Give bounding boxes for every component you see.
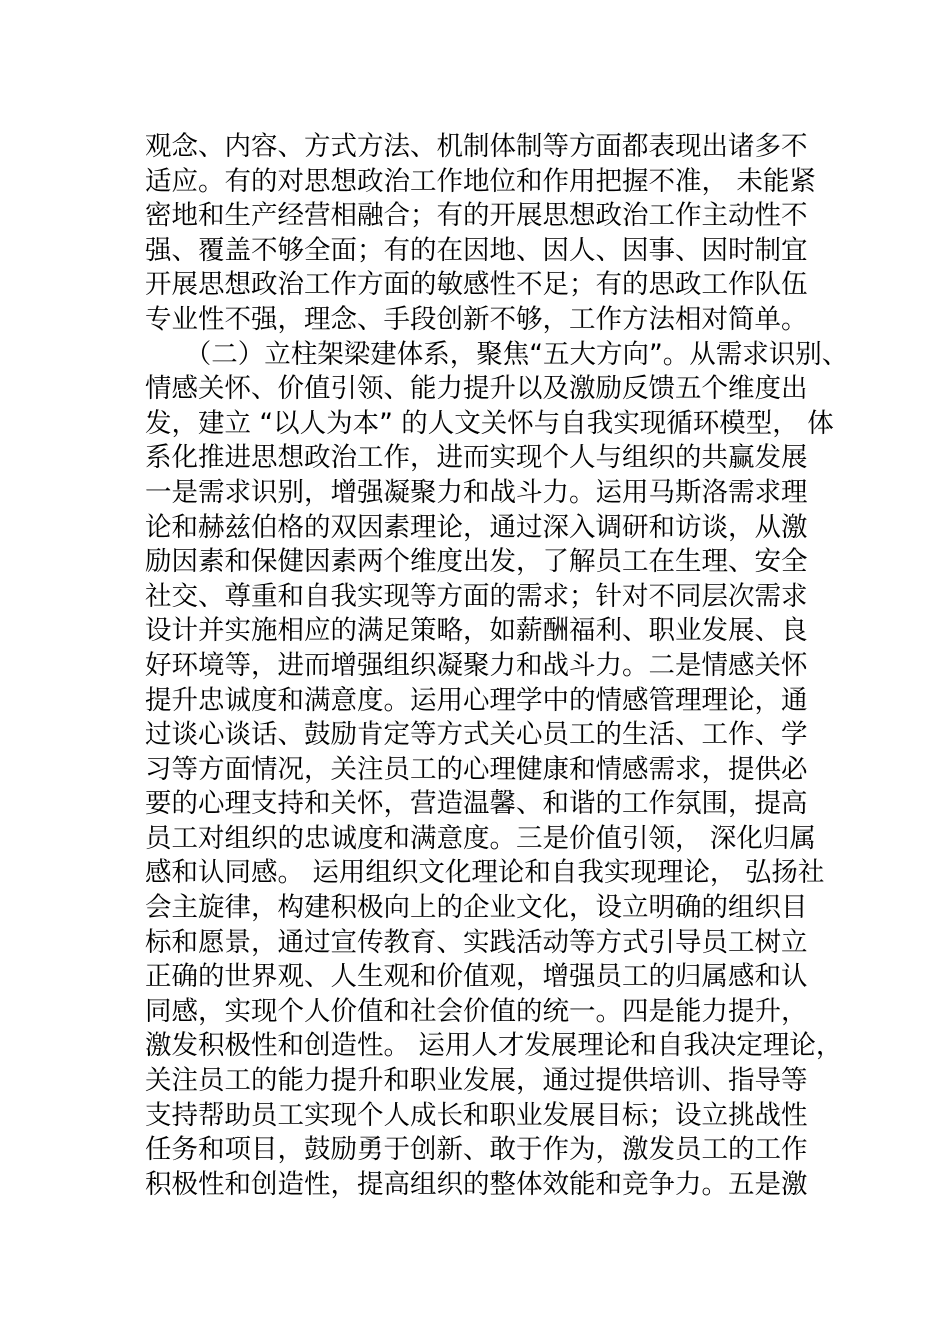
text-line: 专业性不强，理念、手段创新不够，工作方法相对简单。 [145,303,808,335]
text-line: 发，建立 “以人为本” 的人文关怀与自我实现循环模型， 体 [145,407,834,439]
text-line: 同感，实现个人价值和社会价值的统一。四是能力提升， [145,995,808,1027]
text-line: 开展思想政治工作方面的敏感性不足；有的思政工作队伍 [145,269,808,301]
text-line: 设计并实施相应的满足策略，如薪酬福利、职业发展、良 [145,615,808,647]
text-line: 积极性和创造性，提高组织的整体效能和竞争力。五是激 [145,1168,808,1200]
text-line: 提升忠诚度和满意度。运用心理学中的情感管理理论，通 [145,684,808,716]
text-line: 支持帮助员工实现个人成长和职业发展目标；设立挑战性 [145,1099,808,1131]
text-line: 适应。有的对思想政治工作地位和作用把握不准， 未能紧 [145,165,816,197]
text-line: 激发积极性和创造性。 运用人才发展理论和自我决定理论， [145,1030,843,1062]
text-line: 密地和生产经营相融合；有的开展思想政治工作主动性不 [145,200,808,232]
text-line: 一是需求识别，增强凝聚力和战斗力。运用马斯洛需求理 [145,476,808,508]
text-line: 情感关怀、价值引领、能力提升以及激励反馈五个维度出 [145,373,808,405]
text-line: 习等方面情况，关注员工的心理健康和情感需求，提供必 [145,753,808,785]
text-line: 任务和项目，鼓励勇于创新、敢于作为，激发员工的工作 [145,1134,808,1166]
text-line: 系化推进思想政治工作，进而实现个人与组织的共赢发展 [145,442,808,474]
text-line: 好环境等，进而增强组织凝聚力和战斗力。二是情感关怀 [145,649,808,681]
text-line: 员工对组织的忠诚度和满意度。三是价值引领， 深化归属 [145,822,816,854]
text-line: 过谈心谈话、鼓励肯定等方式关心员工的生活、工作、学 [145,719,808,751]
text-line: 关注员工的能力提升和职业发展，通过提供培训、指导等 [145,1065,808,1097]
text-line: 会主旋律，构建积极向上的企业文化，设立明确的组织目 [145,892,808,924]
text-line: 励因素和保健因素两个维度出发，了解员工在生理、安全 [145,546,808,578]
text-line: 观念、内容、方式方法、机制体制等方面都表现出诸多不 [145,131,808,162]
text-line: 感和认同感。 运用组织文化理论和自我实现理论， 弘扬社 [145,857,825,889]
text-line: 要的心理支持和关怀，营造温馨、和谐的工作氛围，提高 [145,788,808,820]
text-line: 正确的世界观、人生观和价值观，增强员工的归属感和认 [145,961,808,993]
text-line: 强、覆盖不够全面；有的在因地、因人、因事、因时制宜 [145,234,808,266]
text-line: 社交、尊重和自我实现等方面的需求；针对不同层次需求 [145,580,808,612]
body-text [145,130,849,1202]
text-line: 论和赫兹伯格的双因素理论，通过深入调研和访谈，从激 [145,511,808,543]
text-line: （二）立柱架梁建体系，聚焦“五大方向”。从需求识别、 [145,338,849,370]
text-line: 标和愿景，通过宣传教育、实践活动等方式引导员工树立 [145,926,808,958]
